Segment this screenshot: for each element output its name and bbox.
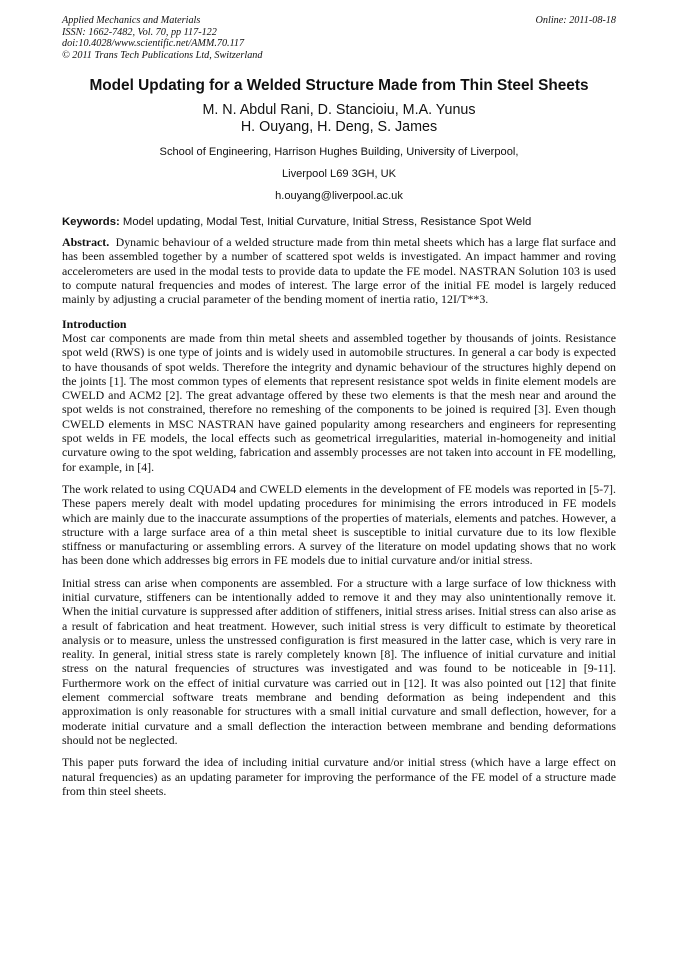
keywords-label: Keywords: xyxy=(62,216,120,229)
journal-header xyxy=(62,15,616,61)
issn-line: ISSN: 1662-7482, Vol. 70, pp 117-122 xyxy=(62,26,217,38)
authors-line-1: M. N. Abdul Rani, D. Stancioiu, M.A. Yunus xyxy=(202,102,476,119)
intro-paragraph-1: Most car components are made from thin metal sheets and assembled together by thousands of joints. Resistance spot weld (RWS) is one type of joints and is widely used in automobile structures. In general a car body is expected to have thousands of spot welds. Therefore the integrity and dynamic behaviour of the structures highly depend on the joints [1]. The most common types of elements that represent resistance spot welds in finite element models are CWELD and ACM2 [2]. The great advantage offered by these two elements is that the mesh near and around the spot welds is not constrained, therefore no remeshing of the components to be joined is required [3]. Even though CWELD elements in MSC NASTRAN have gained popularity among researchers and engineers for representing spot welds in FE models, the local effects such as geometrical irregularities, material in-homogeneity and initial curvature owing to the spot welding, fabrication and assembly processes are not taken into account in FE modelling, for example, in [4]. xyxy=(62,330,616,474)
section-heading-introduction: Introduction xyxy=(62,316,127,331)
abstract xyxy=(62,235,616,306)
paper-page xyxy=(62,15,616,798)
online-date: Online: 2011-08-18 xyxy=(535,15,616,26)
intro-paragraph-4: This paper puts forward the idea of including initial curvature and/or initial stress (which have a large effect on natural frequencies) as an updating parameter for improving the performance of the FE model of a structure made from thin steel sheets. xyxy=(62,755,616,798)
abstract-label: Abstract. xyxy=(62,235,110,250)
intro-paragraph-3: Initial stress can arise when components are assembled. For a structure with a large surface of low thickness with initial curvature, stiffeners can be intentionally added to remove it and they may also unintentionally remove it. When the initial curvature is suppressed after addition of stiffeners, initial stress arises. Initial stress can also arise as a result of fabrication and heat treatment. However, such initial stress is very difficult to estimate by theoretical analysis or to measure, unless the unstressed configuration is first measured in the latter case, which is very rare in reality. In general, initial stress state is rarely completely known [8]. The influence of initial curvature and initial stress on the natural frequencies of structures was investigated and was found to be noticeable in [9-11]. Furthermore work on the effect of initial curvature was carried out in [12]. It was also pointed out [12] that finite element commercial software treats membrane and bending deformation as being independent and this approximation is only reasonable for structures with a small initial curvature and small deflection, however, for a moderate initial curvature and a small deflection the interaction between membrane and bending deformations should not be neglected. xyxy=(62,575,616,747)
keywords-text: Model updating, Modal Test, Initial Curvature, Initial Stress, Resistance Spot Weld xyxy=(122,216,532,229)
affiliation-line-2: Liverpool L69 3GH, UK xyxy=(281,167,397,180)
authors-line-2: H. Ouyang, H. Deng, S. James xyxy=(240,118,438,135)
author-list xyxy=(62,102,616,135)
keywords xyxy=(62,215,616,229)
doi-line: doi:10.4028/www.scientific.net/AMM.70.117 xyxy=(62,38,245,50)
abstract-text: Dynamic behaviour of a welded structure made from thin metal sheets which has a large flat surface and has been assembled together by a number of scattered spot welds is investigated. An impact hammer and roving accelerometers are used in the modal tests to provide data to update the FE model. NASTRAN Solution 103 is used to compute natural frequencies and modes of interest. The large error of the initial FE model is largely reduced mainly by adjusting a crucial parameter of the bending moment of inertia ratio, 12I/T**3. xyxy=(62,235,616,307)
paper-title: Model Updating for a Welded Structure Made from Thin Steel Sheets xyxy=(89,77,589,95)
author-email: h.ouyang@liverpool.ac.uk xyxy=(275,189,403,202)
affiliation-line-1: School of Engineering, Harrison Hughes Building, University of Liverpool, xyxy=(159,146,519,159)
journal-name: Applied Mechanics and Materials xyxy=(62,15,201,26)
intro-paragraph-2: The work related to using CQUAD4 and CWELD elements in the development of FE models was reported in [5-7]. These papers merely dealt with model updating procedures for minimising the errors introduced in FE models which are mainly due to the inaccurate assumptions of the properties of materials, elements and patches. However, a structure with a large surface area of a thin metal sheet is susceptible to initial curvature due to its low flexible stiffness or manufacturing or assembling errors. A survey of the literature on model updating shows that no work has been done which addresses big errors in FE models due to initial curvature and/or initial stress. xyxy=(62,481,616,568)
affiliation xyxy=(62,142,616,207)
copyright-line: © 2011 Trans Tech Publications Ltd, Switzerland xyxy=(62,49,263,61)
